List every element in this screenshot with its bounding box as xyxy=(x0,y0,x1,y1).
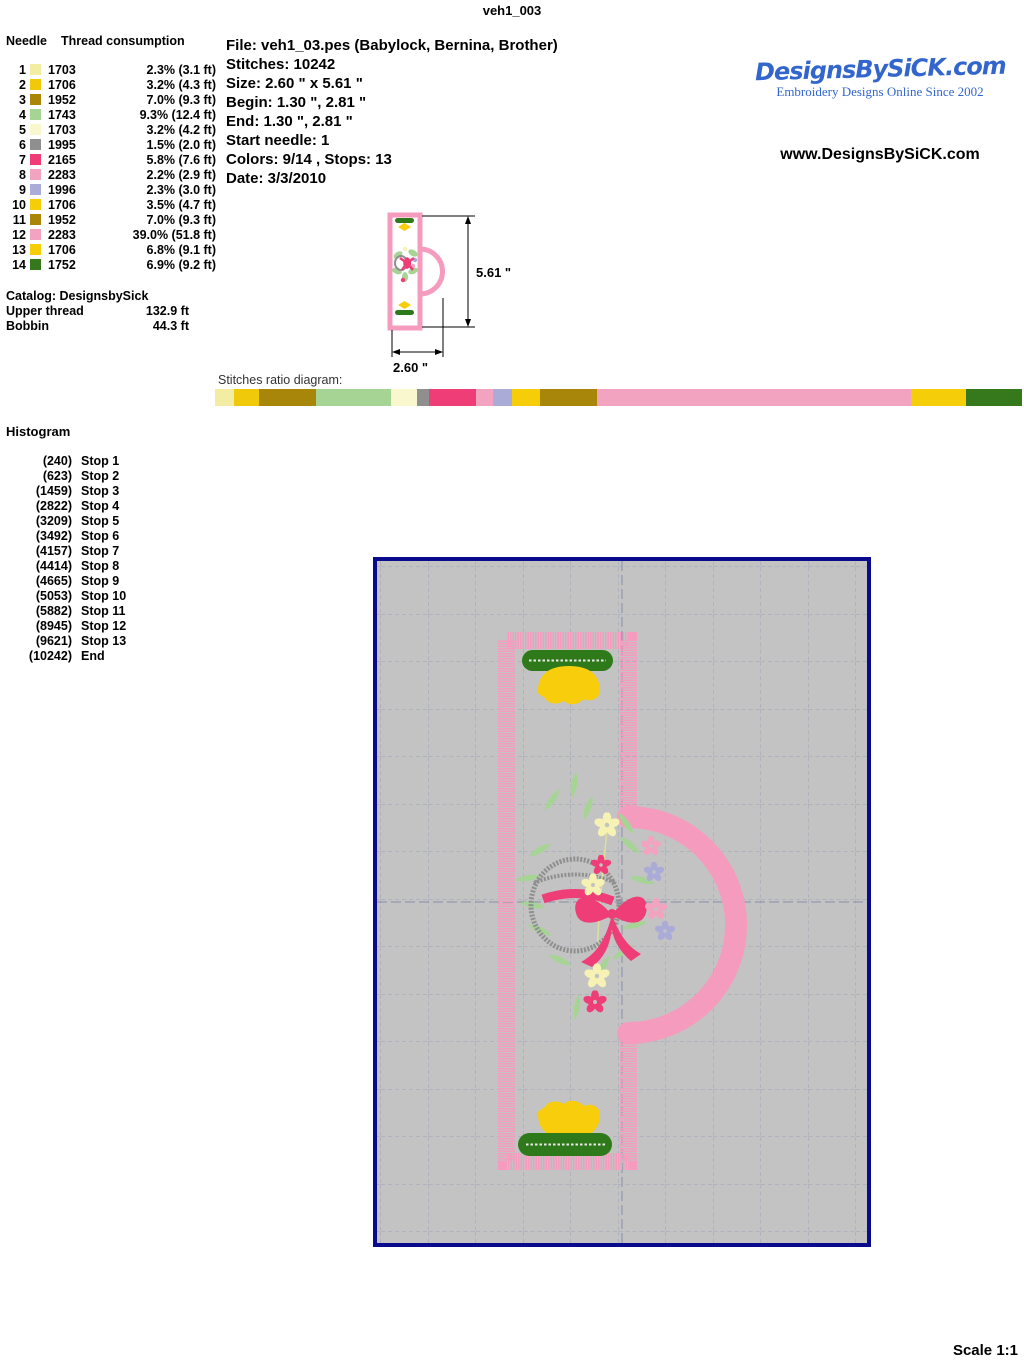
stop-label: Stop 1 xyxy=(81,453,120,468)
histogram-row xyxy=(6,588,186,603)
needle-number: 13 xyxy=(12,242,26,257)
ratio-segment xyxy=(391,389,417,406)
thread-consumption-value: 2.3% (3.1 ft) xyxy=(146,62,216,77)
brand-tagline: Embroidery Designs Online Since 2002 xyxy=(776,84,984,99)
histogram-row xyxy=(6,483,186,498)
consumption-column-header: Thread consumption xyxy=(61,34,185,48)
stop-stitch-count: (240) xyxy=(42,453,72,468)
thread-consumption-value: 1.5% (2.0 ft) xyxy=(146,137,216,152)
thread-row xyxy=(6,152,216,167)
page-title: veh1_003 xyxy=(482,3,542,18)
thread-code: 2165 xyxy=(48,152,76,167)
thread-color-swatch xyxy=(30,79,41,90)
thread-row xyxy=(6,182,216,197)
thread-table-header xyxy=(6,34,216,48)
ratio-segment xyxy=(234,389,260,406)
stop-label: Stop 10 xyxy=(81,588,127,603)
stitches-line: Stitches: 10242 xyxy=(226,56,336,73)
thread-row xyxy=(6,62,216,77)
thread-color-swatch xyxy=(30,214,41,225)
stop-stitch-count: (3209) xyxy=(35,513,72,528)
brand-block xyxy=(754,51,1007,100)
thread-color-swatch xyxy=(30,94,41,105)
stop-label: Stop 11 xyxy=(81,603,126,618)
stop-label: Stop 8 xyxy=(81,558,120,573)
upper-thread-label: Upper thread xyxy=(6,304,84,318)
upper-thread-line xyxy=(6,304,189,319)
histogram-row xyxy=(6,513,186,528)
thread-row xyxy=(6,197,216,212)
ratio-segment xyxy=(966,389,1022,406)
thread-code: 1952 xyxy=(48,212,76,227)
stop-label: Stop 5 xyxy=(81,513,120,528)
thread-consumption-value: 9.3% (12.4 ft) xyxy=(139,107,216,122)
thread-code: 1706 xyxy=(48,242,76,257)
stitch-preview-canvas xyxy=(373,557,871,1247)
thread-consumption-table xyxy=(6,34,216,272)
needle-number: 3 xyxy=(19,92,26,107)
thread-color-swatch xyxy=(30,109,41,120)
thread-consumption-value: 2.3% (3.0 ft) xyxy=(146,182,216,197)
histogram-row xyxy=(6,558,186,573)
ratio-segment xyxy=(540,389,596,406)
file-line: File: veh1_03.pes (Babylock, Bernina, Brother) xyxy=(226,37,558,54)
width-dimension-label: 2.60 " xyxy=(393,360,429,375)
yellow-ornament-top xyxy=(538,666,600,704)
stop-label: Stop 12 xyxy=(81,618,127,633)
stop-label: Stop 6 xyxy=(81,528,120,543)
thread-color-swatch xyxy=(30,199,41,210)
height-dimension-label: 5.61 " xyxy=(476,265,512,280)
file-info-block xyxy=(226,36,746,188)
stop-label: End xyxy=(81,648,105,663)
ratio-segment xyxy=(429,389,476,406)
ratio-diagram-bar xyxy=(215,389,1022,406)
thread-row xyxy=(6,227,216,242)
end-line: End: 1.30 ", 2.81 " xyxy=(226,113,353,130)
thread-consumption-value: 7.0% (9.3 ft) xyxy=(146,212,216,227)
stop-stitch-count: (4414) xyxy=(35,558,72,573)
stop-stitch-count: (8945) xyxy=(35,618,72,633)
thread-consumption-value: 3.2% (4.2 ft) xyxy=(146,122,216,137)
mini-design xyxy=(390,215,443,328)
thread-code: 1996 xyxy=(48,182,76,197)
thread-row xyxy=(6,212,216,227)
needle-number: 14 xyxy=(12,257,26,272)
thread-code: 1703 xyxy=(48,122,76,137)
thread-row xyxy=(6,77,216,92)
thread-color-swatch xyxy=(30,154,41,165)
thread-code: 2283 xyxy=(48,227,76,242)
histogram-row xyxy=(6,528,186,543)
histogram-row xyxy=(6,543,186,558)
histogram-title: Histogram xyxy=(6,424,71,439)
begin-line: Begin: 1.30 ", 2.81 " xyxy=(226,94,367,111)
thread-code: 1703 xyxy=(48,62,76,77)
thread-row xyxy=(6,107,216,122)
stitch-preview xyxy=(377,561,867,1243)
ratio-segment xyxy=(316,389,391,406)
thread-consumption-value: 39.0% (51.8 ft) xyxy=(132,227,216,242)
thread-consumption-value: 5.8% (7.6 ft) xyxy=(146,152,216,167)
thread-rows xyxy=(6,62,216,272)
thread-code: 1743 xyxy=(48,107,76,122)
needle-number: 11 xyxy=(12,212,26,227)
thread-code: 1952 xyxy=(48,92,76,107)
thread-row xyxy=(6,137,216,152)
needle-number: 8 xyxy=(19,167,26,182)
histogram-row xyxy=(6,453,186,468)
histogram-row xyxy=(6,648,186,663)
thread-code: 2283 xyxy=(48,167,76,182)
thread-color-swatch xyxy=(30,184,41,195)
thread-color-swatch xyxy=(30,124,41,135)
thread-consumption-value: 2.2% (2.9 ft) xyxy=(146,167,216,182)
thread-consumption-value: 3.2% (4.3 ft) xyxy=(146,77,216,92)
mini-arch xyxy=(420,249,443,294)
upper-thread-value: 132.9 ft xyxy=(145,304,189,318)
stop-stitch-count: (623) xyxy=(42,468,72,483)
thread-color-swatch xyxy=(30,259,41,270)
stop-stitch-count: (5882) xyxy=(35,603,72,618)
thread-color-swatch xyxy=(30,139,41,150)
stop-label: Stop 13 xyxy=(81,633,127,648)
brand-logo: DesignsBySiCK.com xyxy=(754,51,1007,87)
needle-number: 6 xyxy=(19,137,26,152)
ratio-segment xyxy=(512,389,540,406)
stop-stitch-count: (2822) xyxy=(35,498,72,513)
thread-color-swatch xyxy=(30,64,41,75)
needle-number: 1 xyxy=(19,62,26,77)
histogram-row xyxy=(6,618,186,633)
histogram-list xyxy=(6,453,186,663)
needle-number: 5 xyxy=(19,122,26,137)
ratio-segment xyxy=(911,389,966,406)
stop-stitch-count: (5053) xyxy=(35,588,72,603)
thread-code: 1706 xyxy=(48,77,76,92)
thread-color-swatch xyxy=(30,169,41,180)
colors-line: Colors: 9/14 , Stops: 13 xyxy=(226,151,392,168)
needle-column-header: Needle xyxy=(6,34,47,48)
histogram-row xyxy=(6,633,186,648)
ratio-segment xyxy=(597,389,912,406)
ratio-segment xyxy=(493,389,512,406)
stop-stitch-count: (10242) xyxy=(28,648,72,663)
size-line: Size: 2.60 " x 5.61 " xyxy=(226,75,363,92)
ratio-segment xyxy=(417,389,429,406)
catalog-line: Catalog: DesignsbySick xyxy=(6,289,149,303)
thread-code: 1706 xyxy=(48,197,76,212)
needle-number: 2 xyxy=(19,77,26,92)
date-line: Date: 3/3/2010 xyxy=(226,170,327,187)
stop-label: Stop 7 xyxy=(81,543,120,558)
thread-row xyxy=(6,122,216,137)
scale-label: Scale 1:1 xyxy=(952,1342,1018,1359)
thread-row xyxy=(6,242,216,257)
stop-stitch-count: (1459) xyxy=(35,483,72,498)
stop-stitch-count: (4157) xyxy=(35,543,72,558)
thread-totals xyxy=(6,289,189,334)
mini-green-bar-top xyxy=(395,218,414,223)
thread-consumption-value: 6.8% (9.1 ft) xyxy=(146,242,216,257)
histogram-row xyxy=(6,498,186,513)
histogram-row xyxy=(6,573,186,588)
thread-code: 1752 xyxy=(48,257,76,272)
ratio-segment xyxy=(215,389,234,406)
brand-website: www.DesignsBySiCK.com xyxy=(780,146,980,163)
dimension-diagram xyxy=(380,205,530,380)
thread-code: 1995 xyxy=(48,137,76,152)
thread-row xyxy=(6,257,216,272)
needle-number: 12 xyxy=(12,227,26,242)
stop-label: Stop 3 xyxy=(81,483,120,498)
thread-color-swatch xyxy=(30,244,41,255)
thread-row xyxy=(6,92,216,107)
histogram-row xyxy=(6,603,186,618)
mini-green-bar-bottom xyxy=(395,310,414,315)
bobbin-label: Bobbin xyxy=(6,319,50,333)
thread-consumption-value: 7.0% (9.3 ft) xyxy=(146,92,216,107)
bobbin-value: 44.3 ft xyxy=(152,319,189,333)
thread-color-swatch xyxy=(30,229,41,240)
stop-stitch-count: (4665) xyxy=(35,573,72,588)
stop-label: Stop 4 xyxy=(81,498,120,513)
start-needle-line: Start needle: 1 xyxy=(226,132,330,149)
stop-label: Stop 9 xyxy=(81,573,120,588)
bobbin-line xyxy=(6,319,189,334)
needle-number: 9 xyxy=(19,182,26,197)
thread-consumption-value: 6.9% (9.2 ft) xyxy=(146,257,216,272)
ratio-segment xyxy=(476,389,494,406)
needle-number: 10 xyxy=(12,197,26,212)
stop-stitch-count: (3492) xyxy=(35,528,72,543)
stop-label: Stop 2 xyxy=(81,468,120,483)
histogram-row xyxy=(6,468,186,483)
thread-row xyxy=(6,167,216,182)
needle-number: 4 xyxy=(19,107,26,122)
ratio-diagram-label: Stitches ratio diagram: xyxy=(218,373,343,387)
needle-number: 7 xyxy=(19,152,26,167)
thread-consumption-value: 3.5% (4.7 ft) xyxy=(146,197,216,212)
stop-stitch-count: (9621) xyxy=(35,633,72,648)
ratio-segment xyxy=(259,389,315,406)
